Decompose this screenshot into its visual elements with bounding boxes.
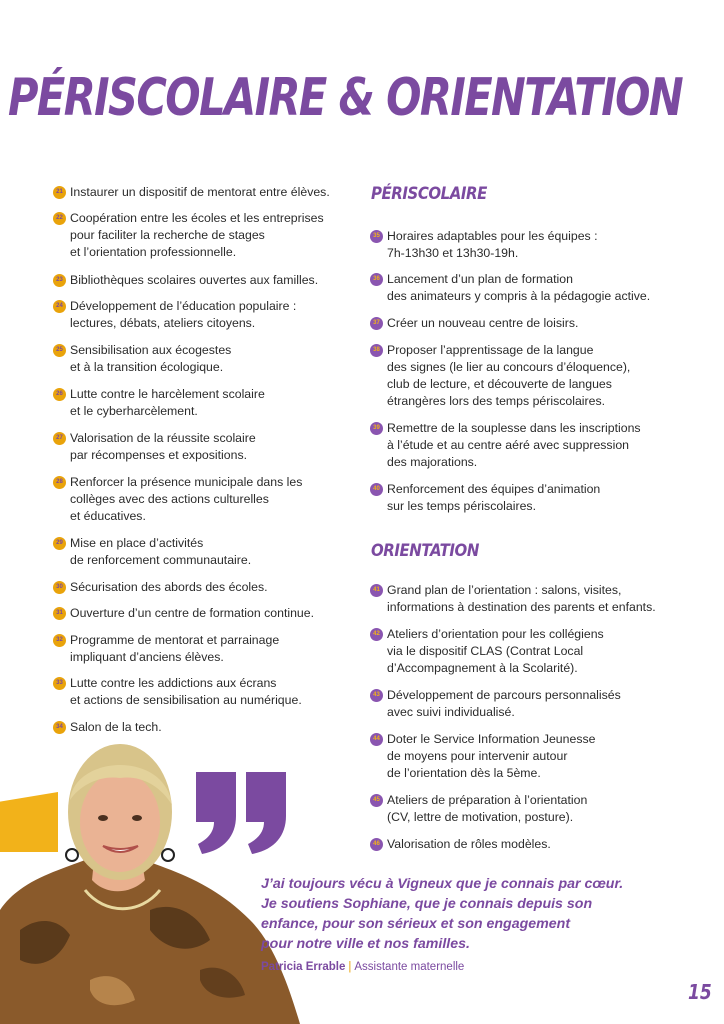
item-text: Valorisation de rôles modèles.	[387, 837, 551, 851]
item-number-badge: 45	[370, 794, 383, 807]
page-title: PÉRISCOLAIRE & ORIENTATION	[8, 68, 683, 128]
item-number-badge: 33	[53, 677, 66, 690]
item-number-badge: 36	[370, 273, 383, 286]
item-number-badge: 29	[53, 537, 66, 550]
item-text: Instaurer un dispositif de mentorat entre élèves.	[70, 185, 330, 199]
item-number-badge: 34	[53, 721, 66, 734]
item-text: Salon de la tech.	[70, 720, 162, 734]
item-number-badge: 37	[370, 317, 383, 330]
item-text: Horaires adaptables pour les équipes : 7h-13h30 et 13h30-19h.	[387, 229, 598, 260]
item-number-badge: 41	[370, 584, 383, 597]
quote-mark-icon	[188, 772, 292, 854]
section-heading-orientation: ORIENTATION	[371, 541, 479, 561]
item-text: Créer un nouveau centre de loisirs.	[387, 316, 579, 330]
item-text: Doter le Service Information Jeunesse de moyens pour intervenir autour de l’orientation dès la 5ème.	[387, 732, 596, 780]
item-number-badge: 43	[370, 689, 383, 702]
item-text: Remettre de la souplesse dans les inscriptions à l’étude et au centre aéré avec suppression des majorations.	[387, 421, 641, 469]
item-text: Valorisation de la réussite scolaire par récompenses et expositions.	[70, 431, 256, 462]
page-number: 15	[688, 980, 712, 1004]
item-number-badge: 35	[370, 230, 383, 243]
orientation-list	[370, 582, 710, 857]
item-text: Sécurisation des abords des écoles.	[70, 580, 268, 594]
item-text: Développement de l’éducation populaire : lectures, débats, ateliers citoyens.	[70, 299, 297, 330]
item-number-badge: 26	[53, 388, 66, 401]
author-name: Patricia Errable	[261, 961, 346, 973]
item-number-badge: 42	[370, 628, 383, 641]
testimonial-quote: J’ai toujours vécu à Vigneux que je connais par cœur. Je soutiens Sophiane, que je connais depuis son enfance, pour son sérieux et son engagement pour notre ville et nos familles.	[261, 876, 624, 952]
item-text: Proposer l’apprentissage de la langue des signes (le lier au concours d’éloquence), club de lecture, et découverte de langues étrangères lors des temps périscolaires.	[387, 343, 631, 408]
item-number-badge: 27	[53, 432, 66, 445]
item-number-badge: 25	[53, 344, 66, 357]
item-number-badge: 38	[370, 344, 383, 357]
item-text: Grand plan de l’orientation : salons, visites, informations à destination des parents et enfants.	[387, 583, 656, 614]
item-number-badge: 46	[370, 838, 383, 851]
testimonial-author	[261, 961, 464, 973]
item-text: Coopération entre les écoles et les entreprises pour faciliter la recherche de stages et l’orientation professionnelle.	[70, 211, 324, 259]
item-text: Renforcer la présence municipale dans les collèges avec des actions culturelles et éducatives.	[70, 475, 303, 523]
item-text: Programme de mentorat et parrainage impliquant d’anciens élèves.	[70, 633, 280, 664]
item-text: Ateliers d’orientation pour les collégiens via le dispositif CLAS (Contrat Local d’Accompagnement à la Scolarité).	[387, 627, 604, 675]
section-heading-periscolaire: PÉRISCOLAIRE	[371, 184, 487, 204]
item-text: Lancement d’un plan de formation des animateurs y compris à la pédagogie active.	[387, 272, 651, 303]
periscolaire-list	[370, 228, 710, 518]
author-separator: |	[348, 961, 352, 973]
item-text: Bibliothèques scolaires ouvertes aux familles.	[70, 273, 319, 287]
author-role: Assistante maternelle	[354, 961, 465, 973]
item-number-badge: 40	[370, 483, 383, 496]
item-text: Ouverture d’un centre de formation continue.	[70, 606, 315, 620]
item-text: Lutte contre le harcèlement scolaire et le cyberharcèlement.	[70, 387, 265, 418]
item-text: Ateliers de préparation à l’orientation (CV, lettre de motivation, posture).	[387, 793, 588, 824]
item-number-badge: 22	[53, 212, 66, 225]
item-text: Renforcement des équipes d’animation sur les temps périscolaires.	[387, 482, 601, 513]
item-number-badge: 31	[53, 607, 66, 620]
item-number-badge: 23	[53, 274, 66, 287]
item-text: Développement de parcours personnalisés avec suivi individualisé.	[387, 688, 621, 719]
item-number-badge: 39	[370, 422, 383, 435]
item-number-badge: 21	[53, 186, 66, 199]
item-text: Mise en place d’activités de renforcement communautaire.	[70, 536, 252, 567]
item-number-badge: 24	[53, 300, 66, 313]
left-column-list	[53, 184, 353, 744]
item-number-badge: 32	[53, 634, 66, 647]
item-number-badge: 30	[53, 581, 66, 594]
item-text: Lutte contre les addictions aux écrans et actions de sensibilisation au numérique.	[70, 676, 302, 707]
item-text: Sensibilisation aux écogestes et à la transition écologique.	[70, 343, 232, 374]
item-number-badge: 28	[53, 476, 66, 489]
item-number-badge: 44	[370, 733, 383, 746]
